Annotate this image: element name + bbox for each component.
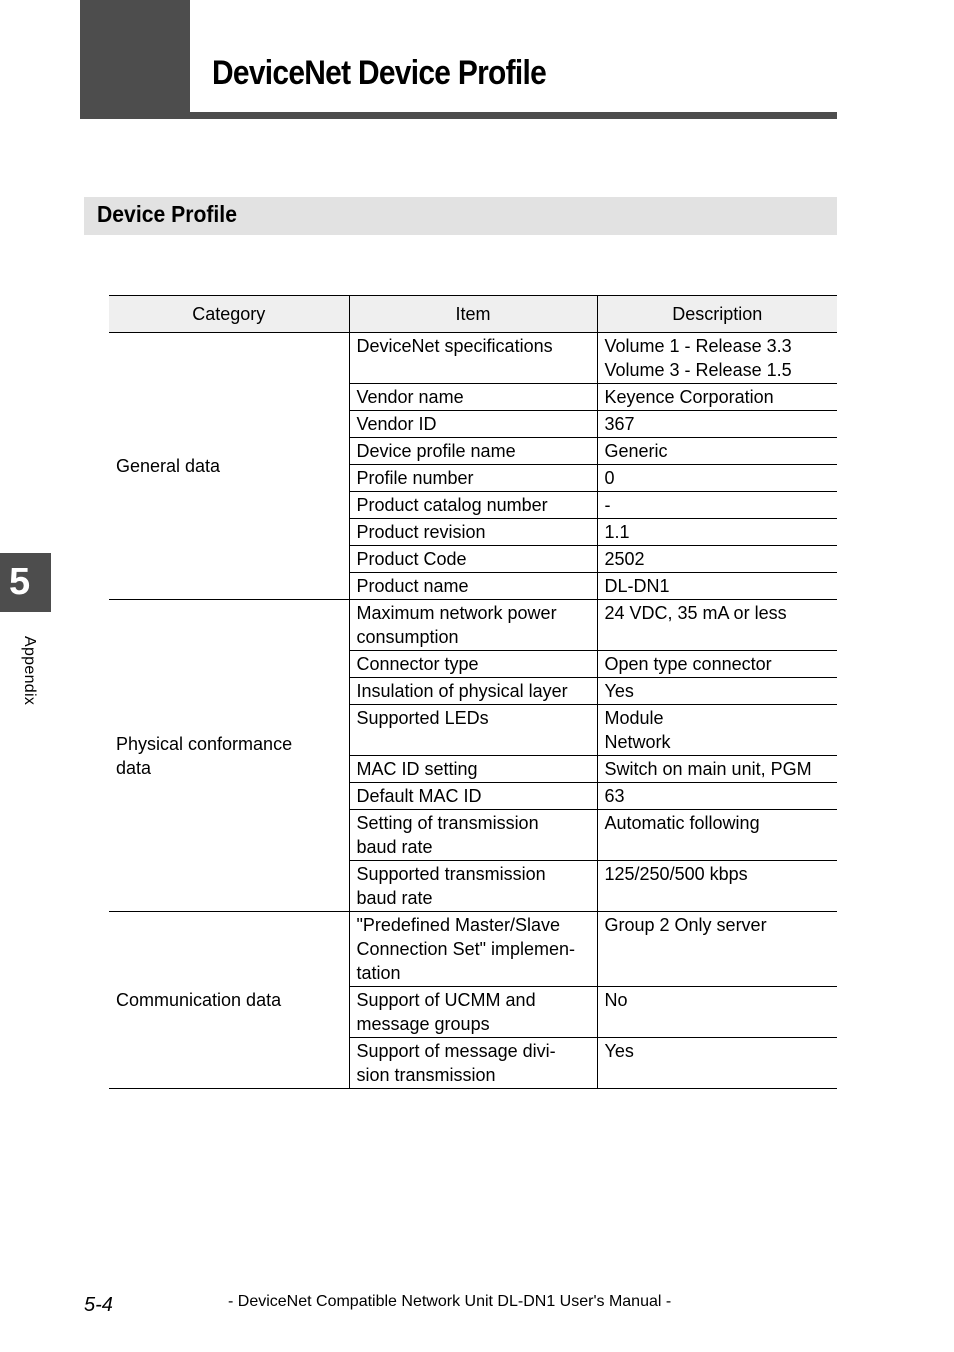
item-text: DeviceNet specifications (356, 336, 553, 356)
item-cell (349, 492, 597, 519)
item-cell (349, 384, 597, 411)
category-text: Communication data (116, 990, 282, 1010)
item-text: Product catalog number (356, 495, 548, 515)
description-cell (597, 600, 837, 651)
description-cell (597, 678, 837, 705)
item-cell (349, 546, 597, 573)
description-text: Yes (604, 681, 634, 701)
description-text: 0 (604, 468, 615, 488)
item-cell (349, 411, 597, 438)
description-text: Yes (604, 1041, 634, 1061)
table-row (109, 333, 837, 384)
item-text: Product revision (356, 522, 486, 542)
item-text: Default MAC ID (356, 786, 482, 806)
description-cell (597, 333, 837, 384)
column-header-item: Item (349, 296, 597, 333)
table-header-row (109, 296, 837, 333)
table-body (109, 333, 837, 1089)
chapter-label: Appendix (21, 636, 38, 706)
item-text: Connector type (356, 654, 479, 674)
description-text: 24 VDC, 35 mA or less (604, 603, 787, 623)
column-header-category: Category (109, 296, 349, 333)
description-text: - (604, 495, 611, 515)
item-text: tation (356, 963, 401, 983)
item-text: message groups (356, 1014, 490, 1034)
description-text: 2502 (604, 549, 645, 569)
description-text: Group 2 Only server (604, 915, 767, 935)
description-cell (597, 465, 837, 492)
item-text: consumption (356, 627, 459, 647)
description-text: Generic (604, 441, 668, 461)
item-cell (349, 912, 597, 987)
description-text: No (604, 990, 628, 1010)
page-title: DeviceNet Device Profile (212, 54, 547, 92)
description-text: Module (604, 708, 664, 728)
description-text: Volume 3 - Release 1.5 (604, 360, 792, 380)
item-cell (349, 987, 597, 1038)
description-text: Switch on main unit, PGM (604, 759, 812, 779)
footer-manual-title: - DeviceNet Compatible Network Unit DL-DN1 User's Manual - (228, 1293, 672, 1310)
description-cell (597, 987, 837, 1038)
item-text: Product name (356, 576, 469, 596)
page-number: 5-4 (84, 1294, 113, 1316)
description-cell (597, 492, 837, 519)
item-text: baud rate (356, 837, 433, 857)
item-text: Device profile name (356, 441, 516, 461)
category-text: Physical conformance (116, 733, 293, 754)
category-text: data (116, 757, 152, 778)
item-cell (349, 861, 597, 912)
item-text: Vendor name (356, 387, 464, 407)
description-cell (597, 573, 837, 600)
item-text: Insulation of physical layer (356, 681, 568, 701)
item-text: Setting of transmission (356, 813, 539, 833)
device-profile-table (109, 295, 837, 1089)
item-text: "Predefined Master/Slave (356, 915, 560, 935)
description-text: DL-DN1 (604, 576, 670, 596)
item-text: Vendor ID (356, 414, 437, 434)
item-cell (349, 465, 597, 492)
category-cell (109, 600, 349, 912)
item-cell (349, 810, 597, 861)
description-cell (597, 546, 837, 573)
description-text: 63 (604, 786, 625, 806)
item-cell (349, 756, 597, 783)
item-text: Support of UCMM and (356, 990, 536, 1010)
item-text: baud rate (356, 888, 433, 908)
header-rule (80, 112, 837, 119)
description-cell (597, 705, 837, 756)
item-text: Support of message divi- (356, 1041, 556, 1061)
description-cell (597, 384, 837, 411)
description-text: Keyence Corporation (604, 387, 774, 407)
description-cell (597, 912, 837, 987)
description-text: Network (604, 732, 671, 752)
item-cell (349, 678, 597, 705)
item-cell (349, 705, 597, 756)
item-cell (349, 1038, 597, 1089)
item-text: sion transmission (356, 1065, 496, 1085)
description-cell (597, 411, 837, 438)
item-text: Connection Set" implemen- (356, 939, 575, 959)
column-header-description: Description (597, 296, 837, 333)
item-cell (349, 333, 597, 384)
item-cell (349, 600, 597, 651)
description-text: 367 (604, 414, 635, 434)
description-cell (597, 756, 837, 783)
description-cell (597, 1038, 837, 1089)
description-text: Volume 1 - Release 3.3 (604, 336, 792, 356)
item-text: Product Code (356, 549, 467, 569)
description-cell (597, 861, 837, 912)
description-cell (597, 519, 837, 546)
chapter-tab: 5 (0, 553, 51, 612)
item-text: Supported LEDs (356, 708, 489, 728)
description-cell (597, 783, 837, 810)
item-text: Maximum network power (356, 603, 557, 623)
item-text: Profile number (356, 468, 474, 488)
item-text: MAC ID setting (356, 759, 478, 779)
section-title: Device Profile (97, 201, 237, 227)
description-cell (597, 438, 837, 465)
description-text: 125/250/500 kbps (604, 864, 748, 884)
item-text: Supported transmission (356, 864, 546, 884)
category-text: General data (116, 456, 221, 476)
description-cell (597, 651, 837, 678)
section-bar (84, 197, 837, 235)
item-cell (349, 438, 597, 465)
description-cell (597, 810, 837, 861)
item-cell (349, 783, 597, 810)
category-cell (109, 333, 349, 600)
description-text: Automatic following (604, 813, 760, 833)
description-text: 1.1 (604, 522, 630, 542)
item-cell (349, 651, 597, 678)
table-row (109, 600, 837, 651)
category-cell (109, 912, 349, 1089)
item-cell (349, 573, 597, 600)
item-cell (349, 519, 597, 546)
header-block (80, 0, 190, 118)
description-text: Open type connector (604, 654, 772, 674)
table-row (109, 912, 837, 987)
